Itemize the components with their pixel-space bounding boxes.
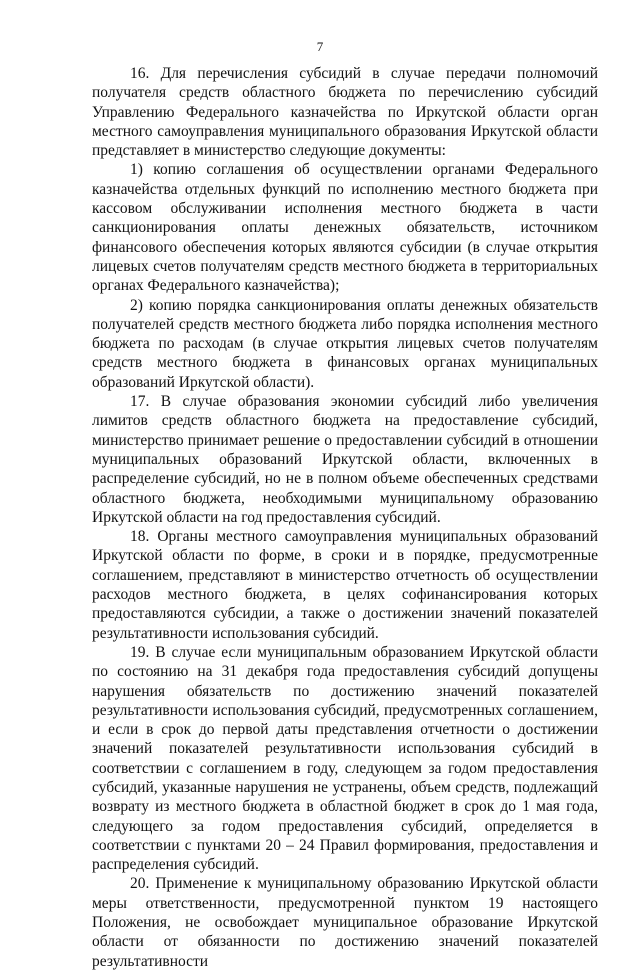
document-body xyxy=(92,64,598,971)
page-number: 7 xyxy=(316,39,324,54)
paragraph-18: 18. Органы местного самоуправления муниципальных образований Иркутской области по форме, в сроки и в порядке, предусмотренные соглашением, представляют в министерство отчетность об осуществлении расходов местного бюджета, в целях софинансирования которых предоставляются субсидии, а также о достижении значений показателей результативности использования субсидий. xyxy=(92,528,598,642)
paragraph-20: 20. Применение к муниципальному образованию Иркутской области меры ответственности, предусмотренной пунктом 19 настоящего Положения, не освобождает муниципальное образование Иркутской области от обязанности по достижению значений показателей результативности xyxy=(92,875,598,970)
paragraph-16-item-2: 2) копию порядка санкционирования оплаты денежных обязательств получателей средств местного бюджета либо порядка исполнения местного бюджета по расходам (в случае открытия лицевых счетов получателям средств местного бюджета в финансовых органах муниципальных образований Иркутской области). xyxy=(92,296,598,391)
paragraph-16-item-1: 1) копию соглашения об осуществлении органами Федерального казначейства отдельных функций по исполнению местного бюджета при кассовом обслуживании исполнения местного бюджета в части санкционирования оплаты денежных обязательств, источником финансового обеспечения которых являются субсидии (в случае открытия лицевых счетов получателям средств местного бюджета в территориальных органах Федерального казначейства); xyxy=(92,161,598,295)
paragraph-16: 16. Для перечисления субсидий в случае передачи полномочий получателя средств областного бюджета по перечислению субсидий Управлению Федерального казначейства по Иркутской области орган местного самоуправления муниципального образования Иркутской области представляет в министерство следующие документы: xyxy=(92,65,598,160)
paragraph-19: 19. В случае если муниципальным образованием Иркутской области по состоянию на 31 декабря года предоставления субсидий допущены нарушения обязательств по достижению значений показателей результативности использования субсидий, предусмотренных соглашением, и если в срок до первой даты представления отчетности о достижении значений показателей результативности использования субсидий в соответствии с соглашением в году, следующем за годом предоставления субсидий, указанные нарушения не устранены, объем средств, подлежащий возврату из местного бюджета в областной бюджет в срок до 1 мая года, следующего за годом предоставления субсидий, определяется в соответствии с пунктами 20 – 24 Правил формирования, предоставления и распределения субсидий. xyxy=(92,643,598,874)
paragraph-17: 17. В случае образования экономии субсидий либо увеличения лимитов средств областного бюджета на предоставление субсидий, министерство принимает решение о предоставлении субсидий в отношении муниципальных образований Иркутской области, включенных в распределение субсидий, но не в полном объеме обеспеченных средствами областного бюджета, необходимыми муниципальному образованию Иркутской области на год предоставления субсидий. xyxy=(92,393,598,526)
